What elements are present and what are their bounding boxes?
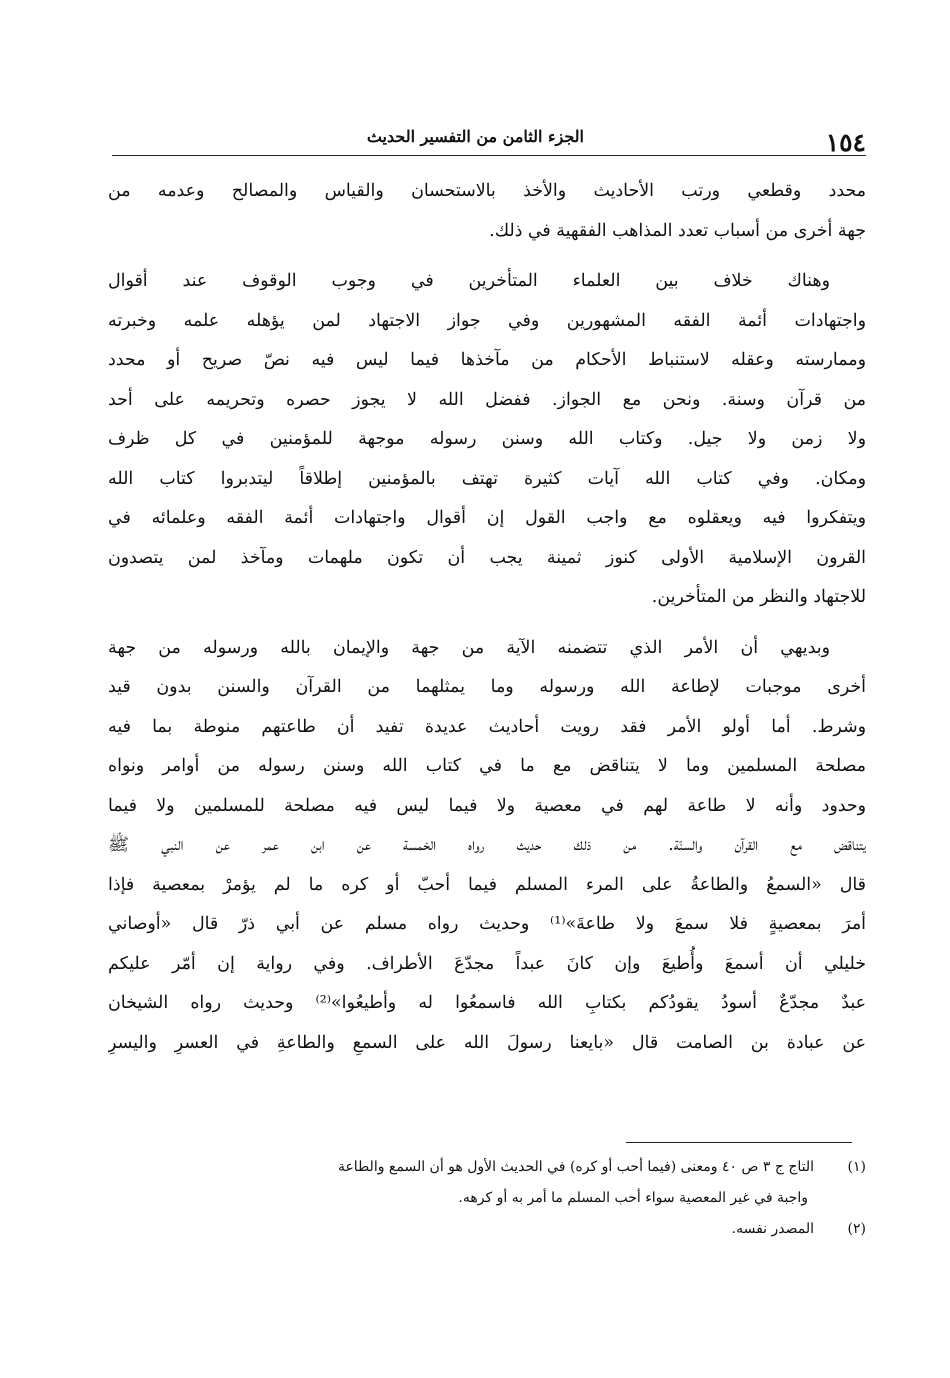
text-line: عبدٌ مجدّعٌ أسودُ يقودُكم بكتابِ الله فاسمعُوا له وأطيعُوا»⁽²⁾ وحديث رواه الشيخان: [108, 993, 866, 1013]
footnote-number: (١): [847, 1159, 866, 1175]
text-line: ومكان. وفي كتاب الله آيات كثيرة تهتف بالمؤمنين إطلاقاً ليتدبروا كتاب الله: [108, 468, 866, 489]
footnote-text: المصدر نفسه.: [731, 1221, 814, 1237]
footnote-number: (٢): [847, 1221, 866, 1237]
text-line: جهة أخرى من أسباب تعدد المذاهب الفقهية في ذلك.: [489, 220, 866, 241]
page-header: [108, 118, 866, 158]
running-title: الجزء الثامن من التفسير الحديث: [366, 127, 584, 146]
header-divider: [112, 155, 866, 156]
text-line: أخرى موجبات لإطاعة الله ورسوله وما يمثلهما من القرآن والسنن بدون قيد: [108, 677, 866, 697]
text-line: القرون الإسلامية الأولى كنوز ثمينة يجب أن تكون ملهمات ومآخذ لمن يتصدون: [108, 547, 866, 568]
main-text: [108, 172, 866, 1063]
text-line: واجتهادات أئمة الفقه المشهورين وفي جواز الاجتهاد لمن يؤهله علمه وخبرته: [108, 310, 866, 331]
footnote-text: التاج ج ٣ ص ٤٠ ومعنى (فيما أحب أو كره) في الحديث الأول هو أن السمع والطاعة: [337, 1159, 814, 1175]
text-line: عن عبادة بن الصامت قال «بايعنا رسولَ الله على السمعِ والطاعةِ في العسرِ واليسرِ: [108, 1032, 866, 1053]
text-line: وممارسته وعقله لاستنباط الأحكام من مآخذها فيما ليس فيه نصّ صريح أو محدد: [108, 350, 866, 370]
text-line: مصلحة المسلمين وما لا يتناقض مع ما في كتاب الله وسنن رسوله من أوامر ونواه: [108, 756, 866, 776]
text-line: محدد وقطعي ورتب الأحاديث والأخذ بالاستحسان والقياس والمصالح وعدمه من: [108, 181, 866, 201]
text-line: ولا زمن ولا جيل. وكتاب الله وسنن رسوله موجهة للمؤمنين في كل ظرف: [108, 429, 866, 449]
text-line: يتناقض مع القرآن والسنّة. من ذلك حديث رواه الخمسة عن ابن عمر عن النبي ﷺ: [108, 835, 866, 855]
text-line: خليلي أن أسمعَ وأُطيعَ وإن كانَ عبداً مجدّعَ الأطراف. وفي رواية إن أمّر عليكم: [108, 953, 866, 974]
text-line: للاجتهاد والنظر من المتأخرين.: [651, 587, 866, 607]
footnotes: [108, 1152, 866, 1245]
text-line: وشرط. أما أولو الأمر فقد رويت أحاديث عديدة تفيد أن طاعتهم منوطة بما فيه: [108, 716, 866, 737]
footnote-1: [108, 1152, 866, 1183]
footnote-divider: [626, 1142, 852, 1143]
text-line: وحدود وأنه لا طاعة لهم في معصية ولا فيما ليس فيه مصلحة للمسلمين ولا فيما: [108, 795, 866, 816]
text-line: ويتفكروا فيه ويعقلوه مع واجب القول إن أقوال واجتهادات أئمة الفقه وعلمائه في: [108, 508, 866, 528]
footnote-1-continued: [108, 1183, 866, 1214]
page-number: ١٥٤: [825, 128, 866, 157]
text-line: من قرآن وسنة. ونحن مع الجواز. ففضل الله لا يجوز حصره وتحريمه على أحد: [108, 389, 866, 410]
text-line: قال «السمعُ والطاعةُ على المرء المسلم فيما أحبّ أو كره ما لم يؤمرْ بمعصية فإذا: [108, 874, 866, 895]
text-line: أمرَ بمعصيةٍ فلا سمعَ ولا طاعةَ»⁽¹⁾ وحديث رواه مسلم عن أبي ذرّ قال «أوصاني: [108, 914, 866, 934]
paragraph-2: [108, 262, 866, 618]
text-line: وبديهي أن الأمر الذي تتضمنه الآية من جهة والإيمان بالله ورسوله من جهة: [108, 637, 830, 658]
footnote-text: واجبة في غير المعصية سواء أحب المسلم ما أمر به أو كرهه.: [458, 1190, 808, 1206]
text-line: وهناك خلاف بين العلماء المتأخرين في وجوب الوقوف عند أقوال: [108, 271, 830, 291]
footnote-2: [108, 1214, 866, 1245]
paragraph-3: [108, 629, 866, 1064]
paragraph-1: [108, 172, 866, 251]
